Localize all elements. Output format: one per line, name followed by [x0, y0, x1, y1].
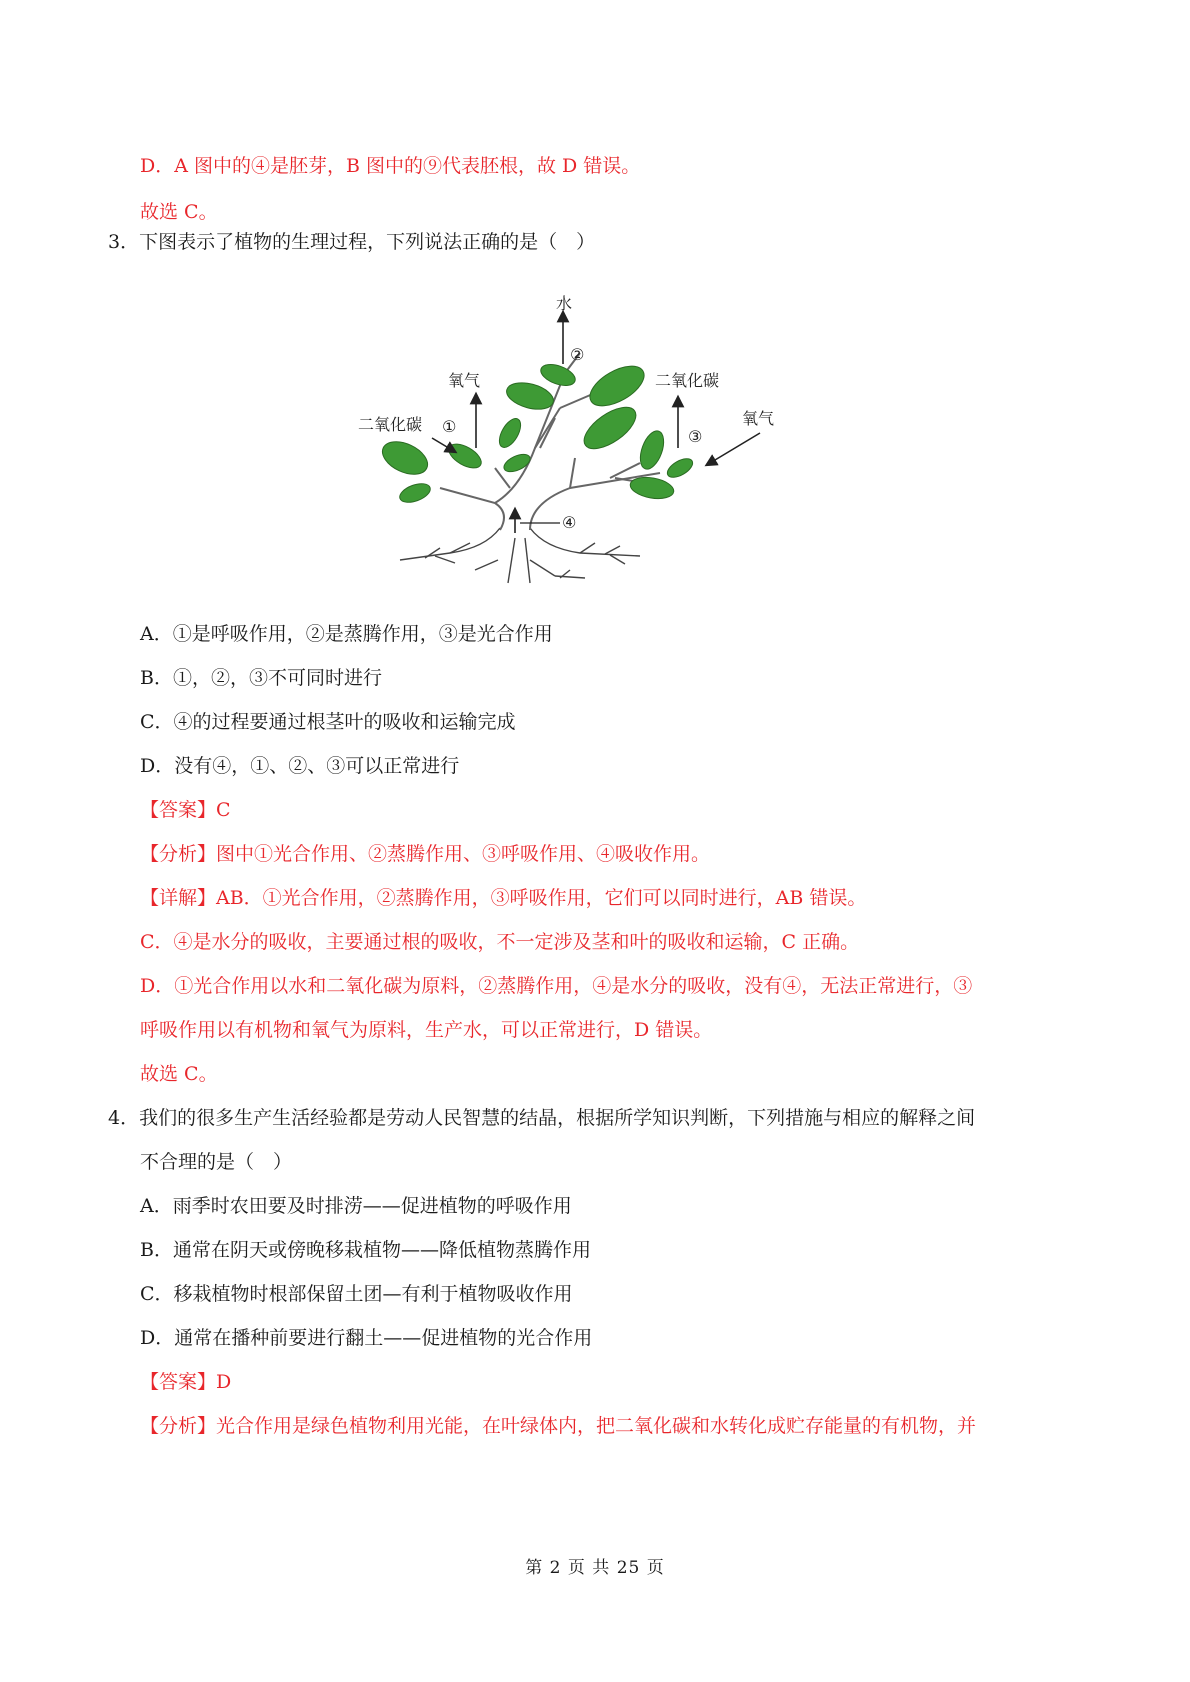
leaves	[377, 358, 695, 506]
q3-option-d: D．没有④，①、②、③可以正常进行	[140, 755, 460, 777]
q4-answer: 【答案】D	[140, 1371, 232, 1393]
label-n4: ④	[562, 513, 577, 532]
q4-option-c: C．移栽植物时根部保留土团—有利于植物吸收作用	[140, 1283, 573, 1305]
label-water: 水	[556, 294, 573, 313]
q4-option-b: B．通常在阴天或傍晚移栽植物——降低植物蒸腾作用	[140, 1239, 591, 1261]
label-n2: ②	[570, 345, 585, 364]
q3-detail-1: 【详解】AB．①光合作用，②蒸腾作用，③呼吸作用，它们可以同时进行，AB 错误。	[140, 887, 867, 909]
conclusion: 故选 C。	[140, 201, 218, 223]
q3-option-c: C．④的过程要通过根茎叶的吸收和运输完成	[140, 711, 516, 733]
q3-detail-3: D．①光合作用以水和二氧化碳为原料，②蒸腾作用，④是水分的吸收，没有④，无法正常进行，③	[140, 975, 973, 997]
page-footer: 第 2 页 共 25 页	[525, 1558, 665, 1578]
q3-option-b: B．①，②，③不可同时进行	[140, 667, 382, 689]
label-oxygen-right: 氧气	[742, 409, 775, 428]
label-co2-right: 二氧化碳	[655, 371, 720, 390]
label-co2-left: 二氧化碳	[358, 415, 423, 434]
question-4-stem-1: 4．我们的很多生产生活经验都是劳动人民智慧的结晶，根据所学知识判断，下列措施与相应的解释之间	[108, 1107, 976, 1129]
q3-conclusion: 故选 C。	[140, 1063, 218, 1085]
q3-answer: 【答案】C	[140, 799, 231, 821]
q4-analysis: 【分析】光合作用是绿色植物利用光能，在叶绿体内，把二氧化碳和水转化成贮存能量的有机物，并	[140, 1415, 977, 1437]
q3-detail-2: C．④是水分的吸收，主要通过根的吸收，不一定涉及茎和叶的吸收和运输，C 正确。	[140, 931, 860, 953]
roots	[400, 528, 640, 583]
label-oxygen-left: 氧气	[448, 371, 481, 390]
question-4-stem-2: 不合理的是（ ）	[140, 1151, 293, 1173]
label-n1: ①	[442, 417, 457, 436]
plant-process-figure	[358, 294, 775, 628]
answer-line-d: D．A 图中的④是胚芽，B 图中的⑨代表胚根，故 D 错误。	[140, 155, 641, 177]
q3-option-a: A．①是呼吸作用，②是蒸腾作用，③是光合作用	[140, 623, 553, 645]
q3-detail-4: 呼吸作用以有机物和氧气为原料，生产水，可以正常进行，D 错误。	[140, 1019, 713, 1041]
q3-analysis: 【分析】图中①光合作用、②蒸腾作用、③呼吸作用、④吸收作用。	[140, 843, 711, 865]
q4-option-d: D．通常在播种前要进行翻土——促进植物的光合作用	[140, 1327, 593, 1349]
q4-option-a: A．雨季时农田要及时排涝——促进植物的呼吸作用	[140, 1195, 572, 1217]
label-n3: ③	[688, 427, 703, 446]
question-3-stem: 3．下图表示了植物的生理过程，下列说法正确的是（ ）	[108, 231, 596, 253]
